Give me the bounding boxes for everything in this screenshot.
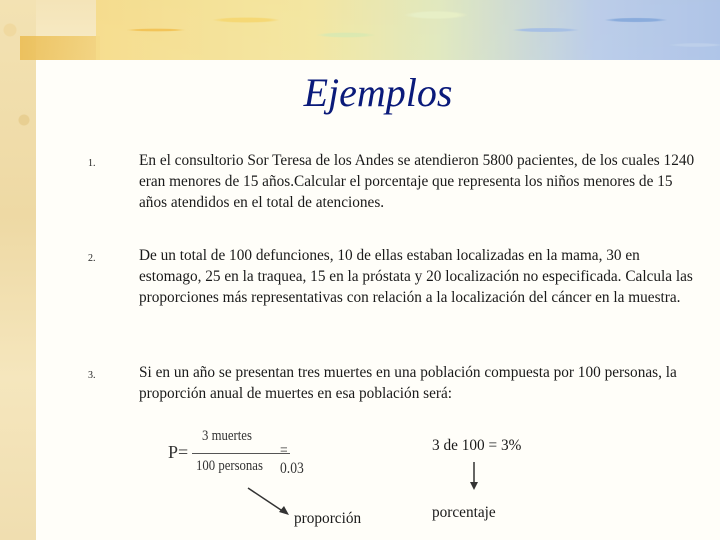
slide-title: Ejemplos [303, 70, 453, 115]
arrow-head-proporcion [279, 506, 289, 515]
formula-variable: P= [168, 442, 189, 462]
label-proporcion: proporción [294, 510, 362, 527]
arrow-head-porcentaje [470, 482, 478, 490]
item-text: En el consultorio Sor Teresa de los Andes se atendieron 5800 pacientes, de los cuales 1240 eran menores de 15 años.Calcular el porcentaje que representa los niños menores de 15 años atendidos en el total de atenciones. [139, 152, 695, 211]
percentage-text: 3 de 100 = 3% [432, 437, 522, 454]
formula-numerator: 3 muertes [202, 428, 252, 444]
item-number: 2. [88, 253, 96, 264]
item-number: 1. [88, 158, 96, 169]
formula-denominator: 100 personas [196, 458, 263, 474]
label-porcentaje: porcentaje [432, 504, 496, 521]
item-number: 3. [88, 370, 96, 381]
arrow-to-proporcion [248, 488, 284, 512]
item-text: De un total de 100 defunciones, 10 de ellas estaban localizadas en la mama, 30 en estomago, 25 en la traquea, 15 en la próstata y 20 localización no especificada. Calcula las proporciones más representativas con relación a la localización del cáncer en la muestra. [139, 247, 693, 306]
formula-result: = 0.03 [280, 442, 304, 477]
item-text: Si en un año se presentan tres muertes en una población compuesta por 100 personas, la proporción anual de muertes en esa población será: [139, 364, 677, 402]
